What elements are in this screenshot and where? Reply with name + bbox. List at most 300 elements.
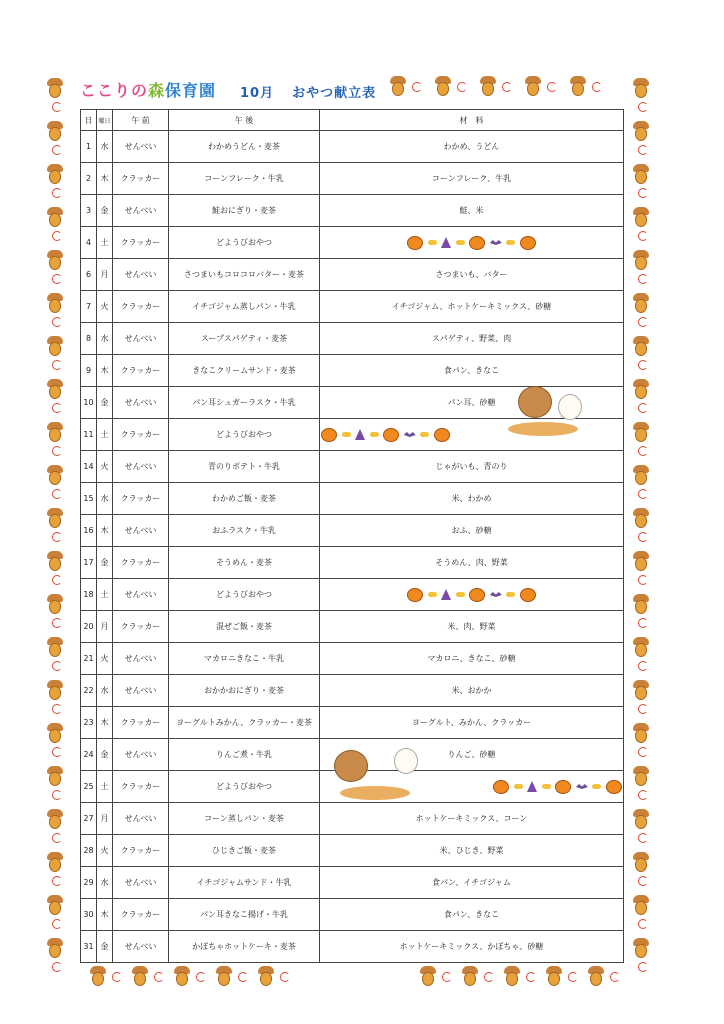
pumpkin-icon — [520, 588, 536, 602]
cell-weekday: 火 — [97, 291, 113, 323]
swirl-icon — [442, 972, 452, 982]
cell-morning: せんべい — [113, 931, 169, 963]
cell-weekday: 水 — [97, 867, 113, 899]
acorn-icon — [390, 76, 406, 96]
cell-day: 4 — [81, 227, 97, 259]
swirl-icon — [52, 661, 62, 671]
table-row — [81, 323, 624, 355]
cell-afternoon: わかめうどん・麦茶 — [169, 131, 320, 163]
month-label: 10月 — [240, 86, 275, 101]
table-row — [81, 451, 624, 483]
acorn-icon — [633, 895, 649, 915]
logo-text-3: 保育園 — [165, 81, 217, 100]
cell-day: 20 — [81, 611, 97, 643]
swirl-icon — [638, 618, 648, 628]
swirl-icon — [638, 231, 648, 241]
cell-day: 7 — [81, 291, 97, 323]
acorn-icon — [47, 508, 63, 528]
cell-weekday: 水 — [97, 483, 113, 515]
swirl-icon — [52, 188, 62, 198]
pumpkin-icon — [606, 780, 622, 794]
table-row — [81, 707, 624, 739]
acorn-icon — [47, 938, 63, 958]
acorn-icon — [47, 809, 63, 829]
acorn-icon — [47, 766, 63, 786]
cell-weekday: 月 — [97, 259, 113, 291]
bear-bunny-illustration — [500, 382, 610, 440]
cell-weekday: 月 — [97, 611, 113, 643]
cell-day: 15 — [81, 483, 97, 515]
candy-icon — [506, 592, 515, 597]
swirl-icon — [592, 82, 602, 92]
cell-ingredients: マカロニ、きなこ、砂糖 — [320, 643, 624, 675]
table-header-row — [81, 110, 624, 131]
cell-day: 11 — [81, 419, 97, 451]
cell-morning: クラッカー — [113, 835, 169, 867]
candy-icon — [542, 784, 551, 789]
cell-day: 2 — [81, 163, 97, 195]
candy-icon — [506, 240, 515, 245]
cell-ingredients: 米、肉、野菜 — [320, 611, 624, 643]
swirl-icon — [52, 747, 62, 757]
swirl-icon — [638, 145, 648, 155]
swirl-icon — [52, 575, 62, 585]
cell-ingredients: スパゲティ、野菜、肉 — [320, 323, 624, 355]
cell-weekday: 水 — [97, 131, 113, 163]
halloween-decoration — [406, 588, 537, 602]
swirl-icon — [52, 876, 62, 886]
table-row — [81, 803, 624, 835]
cell-morning: クラッカー — [113, 771, 169, 803]
acorn-icon — [633, 293, 649, 313]
table-row — [81, 643, 624, 675]
cell-day: 27 — [81, 803, 97, 835]
cell-day: 23 — [81, 707, 97, 739]
pumpkin-icon — [407, 588, 423, 602]
swirl-icon — [638, 747, 648, 757]
cell-afternoon: わかめご飯・麦茶 — [169, 483, 320, 515]
acorn-icon — [47, 594, 63, 614]
cell-afternoon: りんご煮・牛乳 — [169, 739, 320, 771]
leaves-pile — [508, 422, 578, 436]
cell-weekday: 金 — [97, 195, 113, 227]
witch-hat-icon — [527, 781, 537, 792]
cell-afternoon: きなこクリームサンド・麦茶 — [169, 355, 320, 387]
cell-weekday: 火 — [97, 643, 113, 675]
cell-morning: せんべい — [113, 579, 169, 611]
cell-weekday: 火 — [97, 835, 113, 867]
candy-icon — [428, 592, 437, 597]
swirl-icon — [638, 790, 648, 800]
cell-afternoon: どようびおやつ — [169, 579, 320, 611]
cell-day: 17 — [81, 547, 97, 579]
snack-menu-table — [80, 109, 624, 963]
cell-day: 21 — [81, 643, 97, 675]
cell-day: 18 — [81, 579, 97, 611]
swirl-icon — [638, 274, 648, 284]
swirl-icon — [638, 532, 648, 542]
cell-weekday: 金 — [97, 547, 113, 579]
swirl-icon — [52, 489, 62, 499]
swirl-icon — [280, 972, 290, 982]
cell-day: 14 — [81, 451, 97, 483]
bear-bunny-illustration — [332, 742, 442, 800]
pumpkin-icon — [321, 428, 337, 442]
acorn-icon — [47, 379, 63, 399]
cell-morning: せんべい — [113, 451, 169, 483]
acorn-icon — [90, 966, 106, 986]
cell-ingredients: ヨーグルト、みかん、クラッカー — [320, 707, 624, 739]
acorn-icon — [633, 852, 649, 872]
cell-weekday: 水 — [97, 675, 113, 707]
cell-morning: せんべい — [113, 867, 169, 899]
cell-afternoon: イチゴジャムサンド・牛乳 — [169, 867, 320, 899]
swirl-icon — [502, 82, 512, 92]
bunny-icon — [558, 394, 582, 420]
acorn-icon — [47, 465, 63, 485]
table-row — [81, 291, 624, 323]
acorn-icon — [47, 121, 63, 141]
witch-hat-icon — [441, 237, 451, 248]
cell-afternoon: スープスパゲティ・麦茶 — [169, 323, 320, 355]
acorn-icon — [633, 250, 649, 270]
cell-ingredients: コーンフレーク、牛乳 — [320, 163, 624, 195]
cell-weekday: 金 — [97, 931, 113, 963]
swirl-icon — [412, 82, 422, 92]
cell-morning: クラッカー — [113, 419, 169, 451]
swirl-icon — [526, 972, 536, 982]
swirl-icon — [238, 972, 248, 982]
acorn-icon — [216, 966, 232, 986]
cell-morning: せんべい — [113, 259, 169, 291]
cell-ingredients: 食パン、きなこ — [320, 899, 624, 931]
acorn-icon — [633, 680, 649, 700]
swirl-icon — [638, 575, 648, 585]
candy-icon — [342, 432, 351, 437]
cell-ingredients — [320, 579, 624, 611]
cell-morning: クラッカー — [113, 611, 169, 643]
cell-ingredients: おふ、砂糖 — [320, 515, 624, 547]
acorn-icon — [633, 379, 649, 399]
witch-hat-icon — [441, 589, 451, 600]
cell-morning: せんべい — [113, 515, 169, 547]
acorn-icon — [588, 966, 604, 986]
swirl-icon — [638, 360, 648, 370]
table-row — [81, 867, 624, 899]
swirl-icon — [638, 446, 648, 456]
acorn-icon — [47, 207, 63, 227]
swirl-icon — [638, 317, 648, 327]
cell-afternoon: ひじきご飯・麦茶 — [169, 835, 320, 867]
cell-ingredients: パン耳、砂糖 — [320, 387, 624, 419]
acorn-icon — [633, 594, 649, 614]
cell-ingredients: りんご、砂糖 — [320, 739, 624, 771]
cell-weekday: 金 — [97, 387, 113, 419]
acorn-icon — [504, 966, 520, 986]
acorn-icon — [174, 966, 190, 986]
cell-morning: せんべい — [113, 739, 169, 771]
cell-day: 8 — [81, 323, 97, 355]
page-title — [240, 82, 376, 101]
cell-ingredients: じゃがいも、青のり — [320, 451, 624, 483]
swirl-icon — [52, 274, 62, 284]
page-header — [80, 80, 625, 108]
cell-day: 29 — [81, 867, 97, 899]
cell-morning: クラッカー — [113, 163, 169, 195]
cell-ingredients: ホットケーキミックス、コーン — [320, 803, 624, 835]
acorn-icon — [47, 551, 63, 571]
cell-weekday: 土 — [97, 419, 113, 451]
cell-afternoon: どようびおやつ — [169, 227, 320, 259]
swirl-icon — [52, 231, 62, 241]
bunny-icon — [394, 748, 418, 774]
table-row — [81, 931, 624, 963]
bat-icon — [490, 240, 502, 245]
table-row — [81, 259, 624, 291]
swirl-icon — [457, 82, 467, 92]
table-row — [81, 899, 624, 931]
acorn-icon — [633, 336, 649, 356]
cell-day: 9 — [81, 355, 97, 387]
cell-ingredients: 鮭、米 — [320, 195, 624, 227]
swirl-icon — [638, 188, 648, 198]
cell-morning: クラッカー — [113, 483, 169, 515]
acorn-icon — [633, 164, 649, 184]
swirl-icon — [52, 532, 62, 542]
cell-morning: せんべい — [113, 323, 169, 355]
cell-weekday: 木 — [97, 163, 113, 195]
bat-icon — [404, 432, 416, 437]
acorn-icon — [633, 809, 649, 829]
acorn-icon — [633, 551, 649, 571]
title-label: おやつ献立表 — [292, 86, 377, 101]
swirl-icon — [638, 403, 648, 413]
cell-morning: クラッカー — [113, 355, 169, 387]
cell-weekday: 土 — [97, 227, 113, 259]
pumpkin-icon — [469, 236, 485, 250]
cell-ingredients: 米、おかか — [320, 675, 624, 707]
cell-ingredients: 食パン、イチゴジャム — [320, 867, 624, 899]
bear-icon — [334, 750, 368, 782]
cell-morning: クラッカー — [113, 291, 169, 323]
pumpkin-icon — [383, 428, 399, 442]
cell-morning: クラッカー — [113, 707, 169, 739]
cell-morning: クラッカー — [113, 547, 169, 579]
acorn-icon — [633, 938, 649, 958]
acorn-icon — [47, 336, 63, 356]
cell-day: 25 — [81, 771, 97, 803]
table-row — [81, 611, 624, 643]
cell-weekday: 土 — [97, 579, 113, 611]
swirl-icon — [638, 962, 648, 972]
acorn-icon — [258, 966, 274, 986]
cell-weekday: 火 — [97, 451, 113, 483]
cell-day: 6 — [81, 259, 97, 291]
cell-weekday: 木 — [97, 515, 113, 547]
cell-day: 10 — [81, 387, 97, 419]
cell-afternoon: マカロニきなこ・牛乳 — [169, 643, 320, 675]
swirl-icon — [52, 403, 62, 413]
cell-afternoon: パン耳きなこ揚げ・牛乳 — [169, 899, 320, 931]
header-afternoon: 午 後 — [169, 110, 320, 131]
acorn-icon — [633, 121, 649, 141]
acorn-icon — [47, 895, 63, 915]
cell-weekday: 木 — [97, 899, 113, 931]
pumpkin-icon — [493, 780, 509, 794]
pumpkin-icon — [520, 236, 536, 250]
cell-afternoon: ヨーグルトみかん、クラッカー・麦茶 — [169, 707, 320, 739]
acorn-icon — [633, 637, 649, 657]
pumpkin-icon — [434, 428, 450, 442]
acorn-icon — [633, 465, 649, 485]
cell-weekday: 土 — [97, 771, 113, 803]
cell-morning: せんべい — [113, 387, 169, 419]
cell-afternoon: 混ぜご飯・麦茶 — [169, 611, 320, 643]
acorn-icon — [420, 966, 436, 986]
cell-afternoon: そうめん・麦茶 — [169, 547, 320, 579]
acorn-icon — [47, 422, 63, 442]
cell-morning: せんべい — [113, 131, 169, 163]
cell-afternoon: どようびおやつ — [169, 419, 320, 451]
cell-weekday: 金 — [97, 739, 113, 771]
table-row — [81, 547, 624, 579]
swirl-icon — [112, 972, 122, 982]
cell-morning: クラッカー — [113, 899, 169, 931]
cell-morning: せんべい — [113, 195, 169, 227]
acorn-icon — [47, 723, 63, 743]
cell-ingredients — [320, 227, 624, 259]
cell-morning: せんべい — [113, 803, 169, 835]
pumpkin-icon — [469, 588, 485, 602]
swirl-icon — [638, 919, 648, 929]
header-weekday: 曜日 — [97, 110, 113, 131]
cell-ingredients: さつまいも、バター — [320, 259, 624, 291]
table-row — [81, 579, 624, 611]
table-row — [81, 163, 624, 195]
swirl-icon — [638, 704, 648, 714]
logo-text-2: 森 — [148, 81, 166, 100]
table-row — [81, 483, 624, 515]
halloween-decoration — [492, 780, 623, 794]
cell-afternoon: コーン蒸しパン・麦茶 — [169, 803, 320, 835]
swirl-icon — [638, 876, 648, 886]
swirl-icon — [52, 102, 62, 112]
swirl-icon — [52, 919, 62, 929]
acorn-icon — [47, 164, 63, 184]
header-morning: 午 前 — [113, 110, 169, 131]
swirl-icon — [568, 972, 578, 982]
swirl-icon — [52, 446, 62, 456]
header-day: 日 — [81, 110, 97, 131]
candy-icon — [370, 432, 379, 437]
acorn-icon — [633, 508, 649, 528]
cell-afternoon: おかかおにぎり・麦茶 — [169, 675, 320, 707]
candy-icon — [428, 240, 437, 245]
cell-morning: せんべい — [113, 675, 169, 707]
cell-ingredients: イチゴジャム、ホットケーキミックス、砂糖 — [320, 291, 624, 323]
cell-afternoon: どようびおやつ — [169, 771, 320, 803]
swirl-icon — [52, 833, 62, 843]
leaves-pile — [340, 786, 410, 800]
cell-ingredients: ホットケーキミックス、かぼちゃ、砂糖 — [320, 931, 624, 963]
cell-afternoon: さつまいもコロコロバター・麦茶 — [169, 259, 320, 291]
cell-ingredients: そうめん、肉、野菜 — [320, 547, 624, 579]
acorn-icon — [570, 76, 586, 96]
cell-day: 22 — [81, 675, 97, 707]
acorn-icon — [47, 293, 63, 313]
swirl-icon — [154, 972, 164, 982]
cell-afternoon: かぼちゃホットケーキ・麦茶 — [169, 931, 320, 963]
acorn-icon — [47, 637, 63, 657]
cell-afternoon: 鮭おにぎり・麦茶 — [169, 195, 320, 227]
cell-weekday: 月 — [97, 803, 113, 835]
cell-day: 31 — [81, 931, 97, 963]
cell-afternoon: パン耳シュガーラスク・牛乳 — [169, 387, 320, 419]
cell-day: 1 — [81, 131, 97, 163]
acorn-icon — [633, 78, 649, 98]
acorn-icon — [480, 76, 496, 96]
table-row — [81, 131, 624, 163]
swirl-icon — [484, 972, 494, 982]
cell-weekday: 水 — [97, 323, 113, 355]
acorn-icon — [47, 852, 63, 872]
acorn-icon — [633, 723, 649, 743]
candy-icon — [420, 432, 429, 437]
acorn-icon — [462, 966, 478, 986]
cell-day: 16 — [81, 515, 97, 547]
cell-morning: せんべい — [113, 643, 169, 675]
table-row — [81, 195, 624, 227]
swirl-icon — [638, 102, 648, 112]
swirl-icon — [638, 661, 648, 671]
acorn-icon — [47, 680, 63, 700]
cell-day: 30 — [81, 899, 97, 931]
acorn-icon — [525, 76, 541, 96]
swirl-icon — [52, 145, 62, 155]
candy-icon — [514, 784, 523, 789]
nursery-logo — [80, 78, 216, 101]
pumpkin-icon — [555, 780, 571, 794]
witch-hat-icon — [355, 429, 365, 440]
swirl-icon — [638, 489, 648, 499]
halloween-decoration — [320, 428, 451, 442]
swirl-icon — [547, 82, 557, 92]
acorn-icon — [546, 966, 562, 986]
cell-day: 28 — [81, 835, 97, 867]
logo-text-1: ここりの — [80, 81, 149, 100]
header-ingredients: 材 料 — [320, 110, 624, 131]
table-row — [81, 835, 624, 867]
acorn-icon — [47, 250, 63, 270]
cell-day: 24 — [81, 739, 97, 771]
swirl-icon — [196, 972, 206, 982]
cell-morning: クラッカー — [113, 227, 169, 259]
swirl-icon — [52, 317, 62, 327]
cell-day: 3 — [81, 195, 97, 227]
swirl-icon — [52, 704, 62, 714]
swirl-icon — [52, 360, 62, 370]
swirl-icon — [52, 618, 62, 628]
pumpkin-icon — [407, 236, 423, 250]
cell-ingredients: 米、ひじき、野菜 — [320, 835, 624, 867]
swirl-icon — [610, 972, 620, 982]
acorn-icon — [633, 207, 649, 227]
table-row — [81, 675, 624, 707]
swirl-icon — [52, 790, 62, 800]
cell-weekday: 木 — [97, 707, 113, 739]
cell-afternoon: おふラスク・牛乳 — [169, 515, 320, 547]
table-row — [81, 227, 624, 259]
